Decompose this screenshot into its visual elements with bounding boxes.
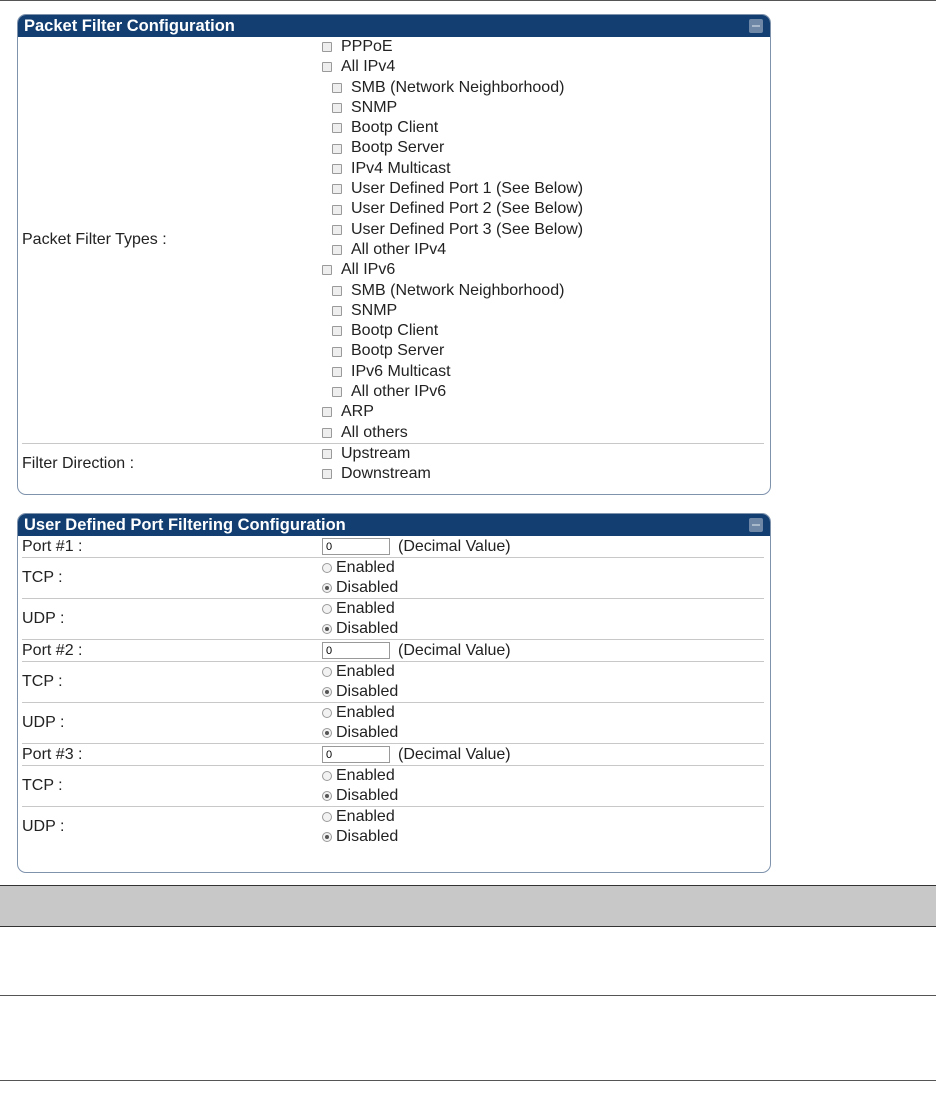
udp-options bbox=[322, 599, 764, 639]
decimal-hint: (Decimal Value) bbox=[398, 537, 511, 555]
checkbox-label: Upstream bbox=[341, 444, 411, 462]
checkbox[interactable] bbox=[322, 407, 332, 417]
radio-button[interactable] bbox=[322, 728, 332, 738]
checkbox[interactable] bbox=[322, 469, 332, 479]
collapse-icon[interactable] bbox=[749, 518, 763, 532]
tcp-options bbox=[322, 662, 764, 702]
filter-type-user-defined-port-2-see-below[interactable] bbox=[322, 199, 764, 219]
port-value-cell bbox=[322, 744, 764, 765]
radio-button[interactable] bbox=[322, 812, 332, 822]
filter-type-user-defined-port-1-see-below[interactable] bbox=[322, 179, 764, 199]
checkbox[interactable] bbox=[322, 449, 332, 459]
checkbox[interactable] bbox=[332, 144, 342, 154]
checkbox-label: Bootp Server bbox=[351, 342, 445, 360]
filter-type-bootp-client[interactable] bbox=[322, 321, 764, 341]
checkbox-label: SMB (Network Neighborhood) bbox=[351, 281, 565, 299]
filter-type-ipv4-multicast[interactable] bbox=[322, 159, 764, 179]
checkbox-label: Bootp Server bbox=[351, 139, 445, 157]
filter-type-all-other-ipv6[interactable] bbox=[322, 382, 764, 402]
port-1-row bbox=[22, 536, 764, 558]
udp-options bbox=[322, 807, 764, 847]
filter-direction-label: Filter Direction : bbox=[22, 455, 135, 473]
filter-type-bootp-server[interactable] bbox=[322, 138, 764, 158]
checkbox[interactable] bbox=[332, 306, 342, 316]
tcp-enabled-option[interactable] bbox=[322, 766, 764, 786]
radio-button[interactable] bbox=[322, 563, 332, 573]
udp-disabled-option[interactable] bbox=[322, 619, 764, 639]
checkbox[interactable] bbox=[332, 103, 342, 113]
checkbox[interactable] bbox=[332, 286, 342, 296]
port-2-udp-row bbox=[22, 703, 764, 744]
table-header-row bbox=[0, 885, 936, 927]
checkbox-label: SNMP bbox=[351, 301, 398, 319]
udp-label: UDP : bbox=[22, 610, 65, 627]
filter-type-bootp-client[interactable] bbox=[322, 118, 764, 138]
tcp-disabled-option[interactable] bbox=[322, 786, 764, 806]
tcp-label: TCP : bbox=[22, 777, 63, 794]
radio-button[interactable] bbox=[322, 624, 332, 634]
udp-enabled-option[interactable] bbox=[322, 599, 764, 619]
filter-type-bootp-server[interactable] bbox=[322, 341, 764, 361]
radio-label: Enabled bbox=[336, 559, 395, 576]
filter-type-snmp[interactable] bbox=[322, 301, 764, 321]
udp-enabled-option[interactable] bbox=[322, 807, 764, 827]
filter-type-all-ipv6[interactable] bbox=[322, 260, 764, 280]
user-port-rows bbox=[18, 536, 770, 847]
packet-filter-types-list bbox=[322, 37, 764, 443]
udp-label: UDP : bbox=[22, 714, 65, 731]
checkbox[interactable] bbox=[322, 265, 332, 275]
collapse-icon[interactable] bbox=[749, 19, 763, 33]
udp-enabled-option[interactable] bbox=[322, 703, 764, 723]
radio-button[interactable] bbox=[322, 583, 332, 593]
tcp-label: TCP : bbox=[22, 569, 63, 586]
checkbox-label: PPPoE bbox=[341, 38, 393, 55]
radio-label: Disabled bbox=[336, 724, 399, 741]
tcp-options bbox=[322, 766, 764, 806]
tcp-disabled-option[interactable] bbox=[322, 578, 764, 598]
checkbox[interactable] bbox=[322, 42, 332, 52]
radio-label: Enabled bbox=[336, 808, 395, 825]
packet-filter-title: Packet Filter Configuration bbox=[24, 17, 235, 35]
radio-label: Disabled bbox=[336, 787, 399, 804]
user-port-header bbox=[18, 514, 770, 536]
radio-button[interactable] bbox=[322, 687, 332, 697]
user-port-title: User Defined Port Filtering Configuration bbox=[24, 516, 346, 534]
port-3-tcp-row bbox=[22, 766, 764, 807]
port-label: Port #3 : bbox=[22, 745, 83, 763]
filter-type-all-ipv4[interactable] bbox=[322, 57, 764, 77]
port-3-row bbox=[22, 744, 764, 766]
packet-filter-types-row bbox=[22, 37, 764, 444]
filter-direction-row bbox=[22, 444, 764, 485]
tcp-enabled-option[interactable] bbox=[322, 662, 764, 682]
port-3-udp-row bbox=[22, 807, 764, 847]
checkbox[interactable] bbox=[332, 347, 342, 357]
radio-button[interactable] bbox=[322, 604, 332, 614]
checkbox-label: User Defined Port 1 (See Below) bbox=[351, 180, 584, 198]
port-value-cell bbox=[322, 536, 764, 557]
radio-button[interactable] bbox=[322, 771, 332, 781]
checkbox-label: SMB (Network Neighborhood) bbox=[351, 78, 565, 96]
table-row bbox=[0, 996, 936, 1081]
packet-filter-header bbox=[18, 15, 770, 37]
radio-label: Disabled bbox=[336, 828, 399, 845]
port-2-tcp-row bbox=[22, 662, 764, 703]
port-1-tcp-row bbox=[22, 558, 764, 599]
checkbox[interactable] bbox=[332, 184, 342, 194]
checkbox-label: Downstream bbox=[341, 465, 431, 483]
port-label: Port #1 : bbox=[22, 537, 83, 555]
port-2-input[interactable] bbox=[322, 642, 390, 659]
checkbox[interactable] bbox=[322, 62, 332, 72]
checkbox[interactable] bbox=[332, 387, 342, 397]
checkbox-label: SNMP bbox=[351, 98, 398, 116]
filter-type-all-others[interactable] bbox=[322, 423, 764, 443]
radio-button[interactable] bbox=[322, 667, 332, 677]
tcp-enabled-option[interactable] bbox=[322, 558, 764, 578]
udp-options bbox=[322, 703, 764, 743]
checkbox[interactable] bbox=[332, 326, 342, 336]
checkbox-label: All other IPv6 bbox=[351, 383, 447, 401]
decimal-hint: (Decimal Value) bbox=[398, 745, 511, 763]
table-row bbox=[0, 927, 936, 996]
direction-upstream[interactable] bbox=[322, 444, 764, 464]
packet-filter-panel bbox=[17, 14, 771, 495]
port-1-input[interactable] bbox=[322, 538, 390, 555]
bottom-table bbox=[0, 885, 936, 1081]
filter-type-arp[interactable] bbox=[322, 402, 764, 422]
radio-button[interactable] bbox=[322, 832, 332, 842]
checkbox[interactable] bbox=[332, 205, 342, 215]
checkbox-label: Bootp Client bbox=[351, 322, 439, 340]
port-2-row bbox=[22, 640, 764, 662]
checkbox-label: IPv6 Multicast bbox=[351, 362, 451, 380]
udp-label: UDP : bbox=[22, 818, 65, 835]
tcp-label: TCP : bbox=[22, 673, 63, 690]
radio-label: Disabled bbox=[336, 620, 399, 637]
checkbox[interactable] bbox=[332, 245, 342, 255]
tcp-disabled-option[interactable] bbox=[322, 682, 764, 702]
udp-disabled-option[interactable] bbox=[322, 723, 764, 743]
filter-type-pppoe[interactable] bbox=[322, 37, 764, 57]
radio-button[interactable] bbox=[322, 708, 332, 718]
checkbox-label: All others bbox=[341, 423, 408, 441]
checkbox-label: Bootp Client bbox=[351, 119, 439, 137]
port-1-udp-row bbox=[22, 599, 764, 640]
checkbox-label: User Defined Port 3 (See Below) bbox=[351, 220, 584, 238]
port-value-cell bbox=[322, 640, 764, 661]
filter-type-all-other-ipv4[interactable] bbox=[322, 240, 764, 260]
filter-type-snmp[interactable] bbox=[322, 98, 764, 118]
filter-type-ipv6-multicast[interactable] bbox=[322, 362, 764, 382]
direction-downstream[interactable] bbox=[322, 464, 764, 484]
user-port-panel bbox=[17, 513, 771, 873]
filter-direction-list bbox=[322, 444, 764, 485]
checkbox-label: All other IPv4 bbox=[351, 240, 447, 258]
udp-disabled-option[interactable] bbox=[322, 827, 764, 847]
checkbox-label: All IPv6 bbox=[341, 261, 396, 279]
checkbox[interactable] bbox=[332, 164, 342, 174]
top-rule bbox=[0, 0, 936, 1]
filter-type-smb-network-neighborhood[interactable] bbox=[322, 281, 764, 301]
tcp-options bbox=[322, 558, 764, 598]
radio-button[interactable] bbox=[322, 791, 332, 801]
radio-label: Enabled bbox=[336, 663, 395, 680]
radio-label: Enabled bbox=[336, 704, 395, 721]
filter-type-smb-network-neighborhood[interactable] bbox=[322, 78, 764, 98]
decimal-hint: (Decimal Value) bbox=[398, 641, 511, 659]
radio-label: Enabled bbox=[336, 767, 395, 784]
packet-filter-types-label: Packet Filter Types : bbox=[22, 230, 167, 248]
checkbox[interactable] bbox=[332, 83, 342, 93]
checkbox[interactable] bbox=[332, 367, 342, 377]
radio-label: Enabled bbox=[336, 600, 395, 617]
checkbox-label: IPv4 Multicast bbox=[351, 159, 451, 177]
checkbox-label: ARP bbox=[341, 403, 374, 421]
checkbox-label: User Defined Port 2 (See Below) bbox=[351, 200, 584, 218]
checkbox[interactable] bbox=[322, 428, 332, 438]
port-label: Port #2 : bbox=[22, 641, 83, 659]
port-3-input[interactable] bbox=[322, 746, 390, 763]
radio-label: Disabled bbox=[336, 579, 399, 596]
checkbox[interactable] bbox=[332, 123, 342, 133]
checkbox-label: All IPv4 bbox=[341, 58, 396, 76]
filter-type-user-defined-port-3-see-below[interactable] bbox=[322, 220, 764, 240]
radio-label: Disabled bbox=[336, 683, 399, 700]
checkbox[interactable] bbox=[332, 225, 342, 235]
